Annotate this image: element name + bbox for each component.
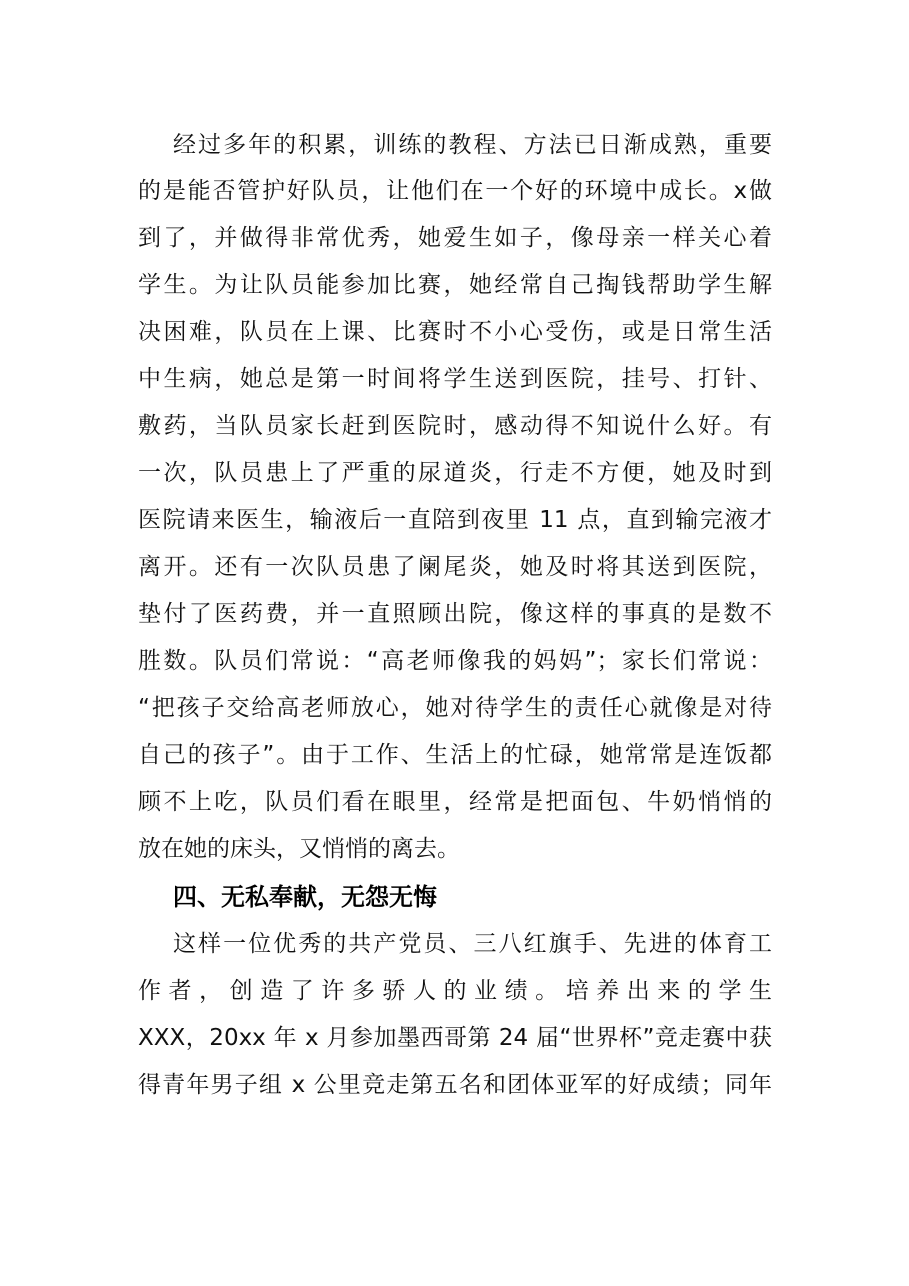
paragraph-1-line-11: 垫付了医药费，并一直照顾出院，像这样的事真的是数不 bbox=[138, 601, 772, 627]
paragraph-2-line-3: XXX，20xx 年 x 月参加墨西哥第 24 届“世界杯”竞走赛中获 bbox=[138, 1025, 772, 1051]
paragraph-1-line-10: 离开。还有一次队员患了阑尾炎，她及时将其送到医院， bbox=[138, 554, 772, 580]
paragraph-1-line-3: 到了，并做得非常优秀，她爱生如子，像母亲一样关心着 bbox=[138, 225, 772, 251]
paragraph-1-line-1: 经过多年的积累，训练的教程、方法已日渐成熟，重要 bbox=[173, 132, 772, 158]
paragraph-2-line-1: 这样一位优秀的共产党员、三八红旗手、先进的体育工 bbox=[173, 931, 772, 957]
section-heading: 四、无私奉献，无怨无悔 bbox=[173, 883, 437, 911]
paragraph-1-line-15: 顾不上吃，队员们看在眼里，经常是把面包、牛奶悄悄的 bbox=[138, 789, 772, 815]
paragraph-1-line-16: 放在她的床头，又悄悄的离去。 bbox=[138, 836, 460, 862]
paragraph-2-line-2: 作者，创造了许多骄人的业绩。培养出来的学生 bbox=[138, 978, 772, 1004]
paragraph-1-line-7: 敷药，当队员家长赶到医院时，感动得不知说什么好。有 bbox=[138, 413, 772, 439]
paragraph-1-line-2: 的是能否管护好队员，让他们在一个好的环境中成长。x做 bbox=[138, 178, 772, 204]
paragraph-1-line-4: 学生。为让队员能参加比赛，她经常自己掏钱帮助学生解 bbox=[138, 272, 772, 298]
paragraph-1-line-13: “把孩子交给高老师放心，她对待学生的责任心就像是对待 bbox=[138, 695, 772, 721]
paragraph-1-line-12: 胜数。队员们常说：“高老师像我的妈妈”；家长们常说： bbox=[138, 648, 772, 674]
paragraph-1-line-14: 自己的孩子”。由于工作、生活上的忙碌，她常常是连饭都 bbox=[138, 742, 772, 768]
paragraph-2-line-4: 得青年男子组 x 公里竞走第五名和团体亚军的好成绩；同年 bbox=[138, 1072, 772, 1098]
paragraph-1-line-5: 决困难，队员在上课、比赛时不小心受伤，或是日常生活 bbox=[138, 319, 772, 345]
paragraph-1-line-6: 中生病，她总是第一时间将学生送到医院，挂号、打针、 bbox=[138, 366, 772, 392]
paragraph-1-line-8: 一次，队员患上了严重的尿道炎，行走不方便，她及时到 bbox=[138, 460, 772, 486]
paragraph-1-line-9: 医院请来医生，输液后一直陪到夜里 11 点，直到输完液才 bbox=[138, 507, 772, 533]
